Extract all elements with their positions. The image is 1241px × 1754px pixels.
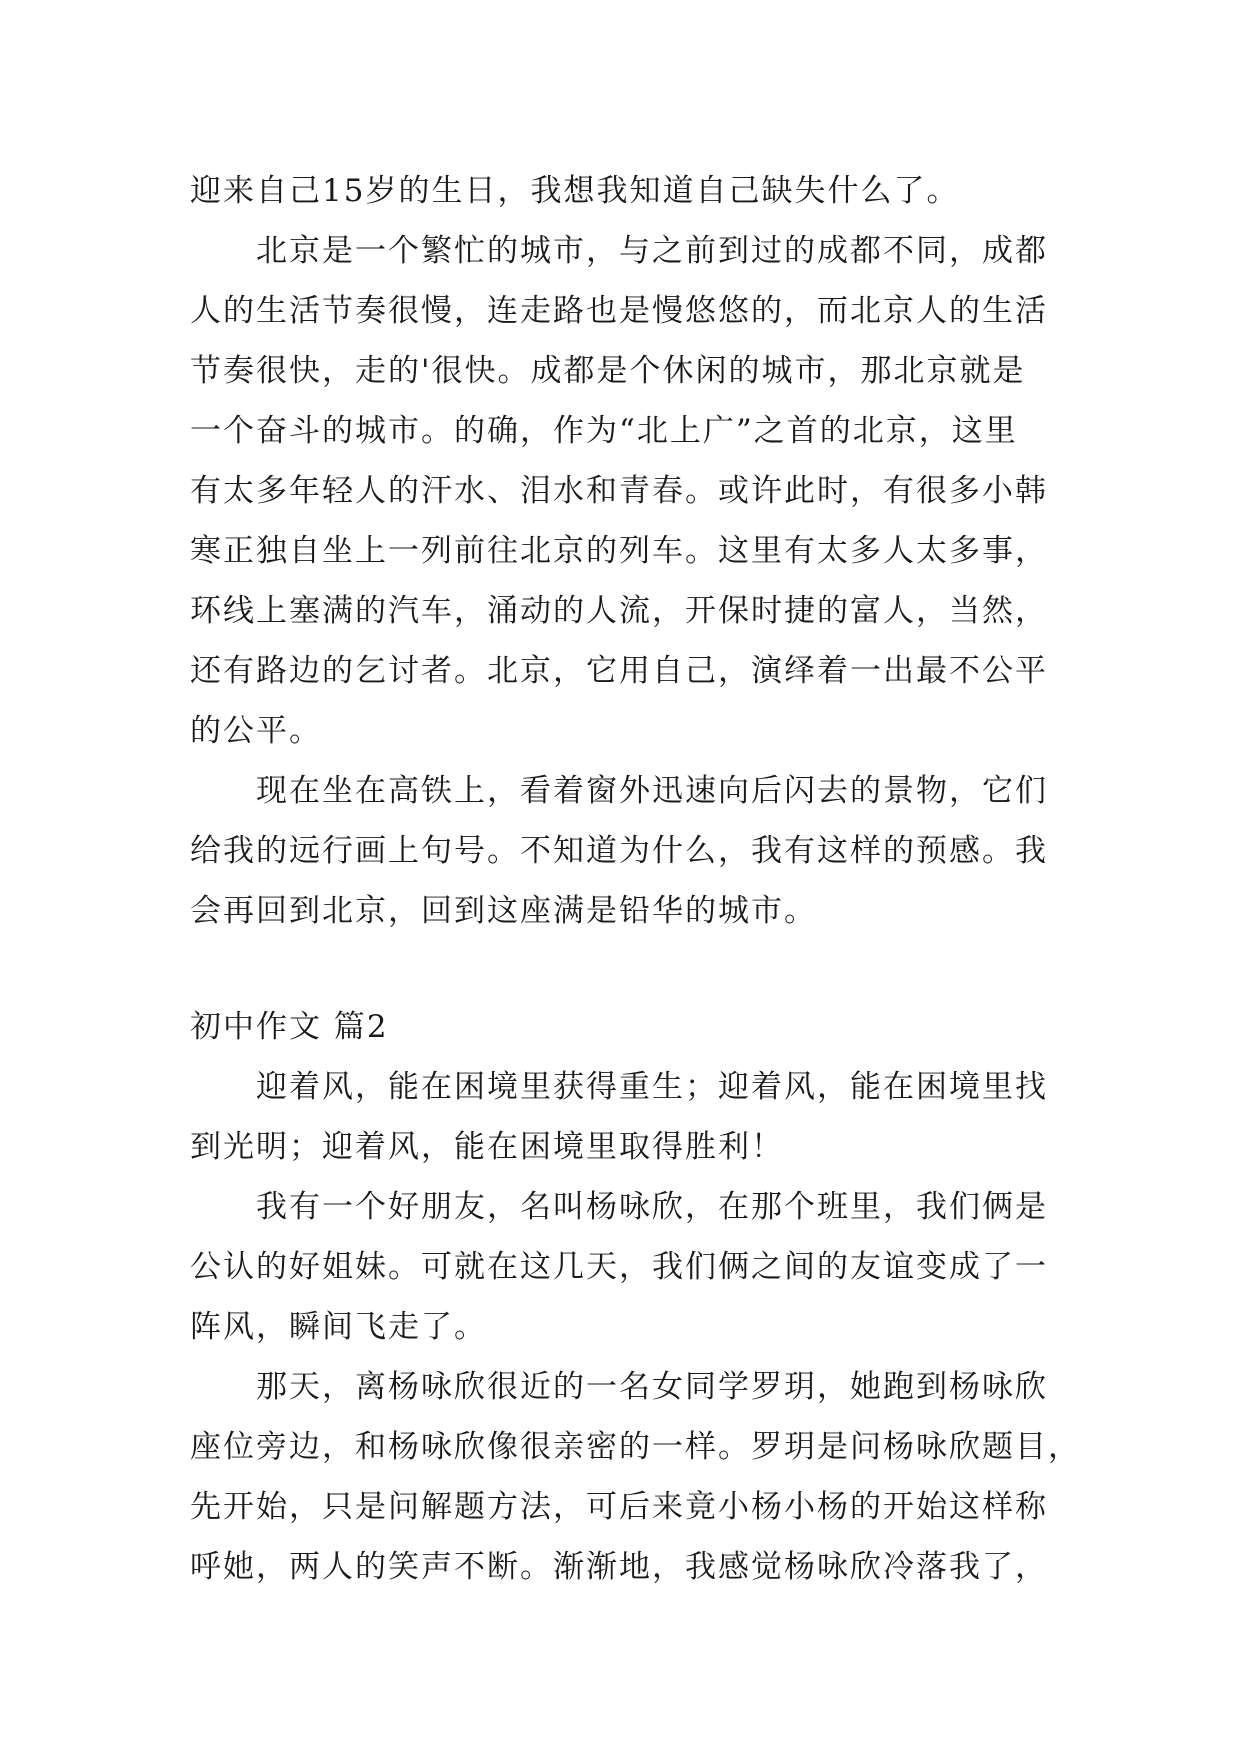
text-line: 一个奋斗的城市。的确，作为“北上广”之首的北京，这里 xyxy=(190,413,1018,449)
text-line: 有太多年轻人的汗水、泪水和青春。或许此时，有很多小韩 xyxy=(190,473,1048,509)
paragraph-first-line: 那天，离杨咏欣很近的一名女同学罗玥，她跑到杨咏欣 xyxy=(256,1369,1048,1405)
text-line: 公认的好姐妹。可就在这几天，我们俩之间的友谊变成了一 xyxy=(190,1249,1048,1285)
paragraph-first-line: 现在坐在高铁上，看着窗外迅速向后闪去的景物，它们 xyxy=(256,773,1048,809)
section-gap xyxy=(190,941,1066,997)
text-line: 座位旁边，和杨咏欣像很亲密的一样。罗玥是问杨咏欣题目， xyxy=(190,1429,1081,1465)
text-line: 人的生活节奏很慢，连走路也是慢悠悠的，而北京人的生活 xyxy=(190,293,1048,329)
text-line: 先开始，只是问解题方法，可后来竟小杨小杨的开始这样称 xyxy=(190,1489,1048,1525)
text-line: 寒正独自坐上一列前往北京的列车。这里有太多人太多事， xyxy=(190,533,1048,569)
text-line: 到光明；迎着风，能在困境里取得胜利！ xyxy=(190,1129,784,1165)
document-body xyxy=(190,161,1081,1597)
text-line: 环线上塞满的汽车，涌动的人流，开保时捷的富人，当然， xyxy=(190,593,1048,629)
text-line: 给我的远行画上句号。不知道为什么，我有这样的预感。我 xyxy=(190,833,1048,869)
text-line: 迎来自己15岁的生日，我想我知道自己缺失什么了。 xyxy=(190,173,960,209)
text-line: 阵风，瞬间飞走了。 xyxy=(190,1309,487,1345)
text-line: 的公平。 xyxy=(190,713,322,749)
text-line: 会再回到北京，回到这座满是铅华的城市。 xyxy=(190,893,817,929)
section-heading: 初中作文 篇2 xyxy=(190,1009,389,1045)
paragraph-first-line: 我有一个好朋友，名叫杨咏欣，在那个班里，我们俩是 xyxy=(256,1189,1048,1225)
paragraph-first-line: 北京是一个繁忙的城市，与之前到过的成都不同，成都 xyxy=(256,233,1048,269)
text-line: 节奏很快，走的'很快。成都是个休闲的城市，那北京就是 xyxy=(190,353,1026,389)
paragraph-first-line: 迎着风，能在困境里获得重生；迎着风，能在困境里找 xyxy=(256,1069,1048,1105)
text-line: 呼她，两人的笑声不断。渐渐地，我感觉杨咏欣冷落我了， xyxy=(190,1549,1048,1585)
text-line: 还有路边的乞讨者。北京，它用自己，演绎着一出最不公平 xyxy=(190,653,1048,689)
